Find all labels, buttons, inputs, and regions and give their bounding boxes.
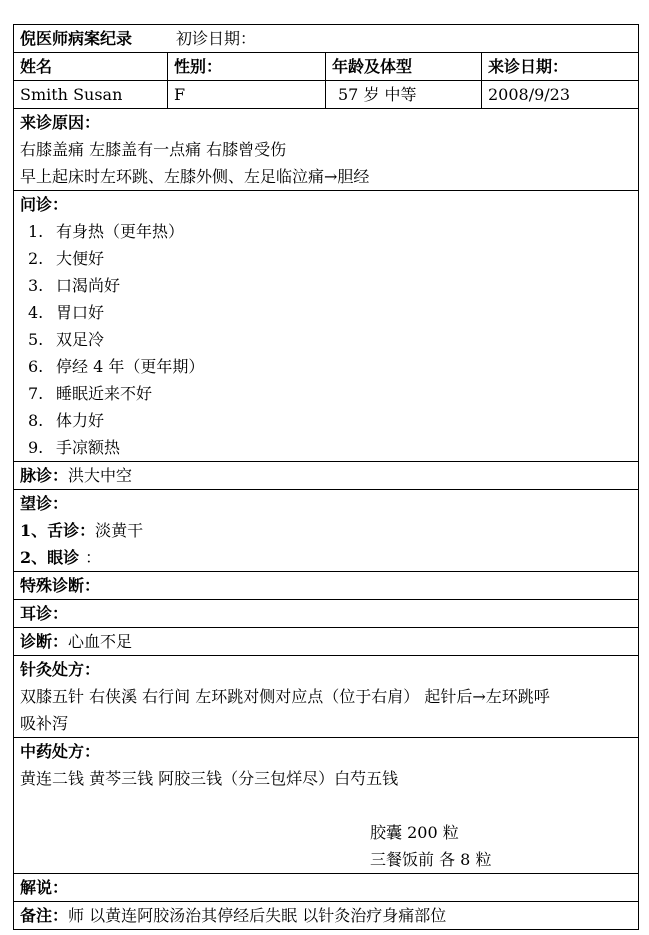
tongue-label: 1、舌诊： xyxy=(20,521,96,540)
acupuncture-label: 针灸处方： xyxy=(20,660,101,679)
inquiry-list xyxy=(20,218,632,461)
first-visit-date-label: 初诊日期： xyxy=(176,29,257,48)
list-item: 5. 双足冷 xyxy=(28,330,105,349)
title-row xyxy=(14,25,639,53)
list-item: 7. 睡眠近来不好 xyxy=(28,384,153,403)
acupuncture-line: 双膝五针 右侠溪 右行间 左环跳对侧对应点（位于右肩） 起针后→左环跳呼 xyxy=(20,687,550,706)
visit-reason-line: 右膝盖痛 左膝盖有一点痛 右膝曾受伤 xyxy=(20,140,287,159)
visit-date-header: 来诊日期： xyxy=(482,53,639,81)
list-item: 8. 体力好 xyxy=(28,411,105,430)
name-header: 姓名 xyxy=(14,53,168,81)
observation-row xyxy=(14,490,639,572)
acupuncture-cell xyxy=(14,656,639,738)
dosage-instruction: 三餐饭前 各 8 粒 xyxy=(370,850,492,869)
list-item: 6. 停经 4 年（更年期） xyxy=(28,357,205,376)
sex-header: 性别： xyxy=(168,53,326,81)
visit-reason-label: 来诊原因： xyxy=(20,113,101,132)
pulse-label: 脉诊： xyxy=(20,466,69,485)
pulse-row xyxy=(14,462,639,490)
herbal-row xyxy=(14,738,639,874)
list-item: 4. 胃口好 xyxy=(28,303,105,322)
pulse-cell xyxy=(14,462,639,490)
medical-record-sheet xyxy=(13,24,638,930)
inquiry-label: 问诊： xyxy=(20,195,69,214)
page-title: 倪医师病案纪录 xyxy=(20,29,133,48)
list-item: 3. 口渴尚好 xyxy=(28,276,121,295)
pulse-value: 洪大中空 xyxy=(68,466,133,485)
herbal-label: 中药处方： xyxy=(20,742,101,761)
visit-reason-cell xyxy=(14,109,639,191)
diagnosis-cell xyxy=(14,628,639,656)
patient-age: 57 岁 中等 xyxy=(326,81,482,109)
inquiry-row xyxy=(14,191,639,462)
list-item: 9. 手凉额热 xyxy=(28,438,121,457)
title-cell xyxy=(14,25,639,53)
diagnosis-label: 诊断： xyxy=(20,632,69,651)
herbal-line: 黄连二钱 黄芩三钱 阿胶三钱（分三包烊尽）白芍五钱 xyxy=(20,769,399,788)
special-diagnosis-label: 特殊诊断： xyxy=(14,572,639,600)
list-item: 1. 有身热（更年热） xyxy=(28,222,185,241)
remarks-label: 备注： xyxy=(20,906,69,925)
capsule-quantity: 胶囊 200 粒 xyxy=(370,823,459,842)
eye-value: ： xyxy=(85,548,102,567)
patient-header-row xyxy=(14,53,639,81)
diagnosis-row xyxy=(14,628,639,656)
tongue-value: 淡黄干 xyxy=(95,521,144,540)
visit-date: 2008/9/23 xyxy=(482,81,639,109)
acupuncture-line: 吸补泻 xyxy=(20,714,69,733)
remarks-value: 师 以黄连阿胶汤治其停经后失眠 以针灸治疗身痛部位 xyxy=(68,906,447,925)
observation-label: 望诊： xyxy=(20,494,69,513)
eye-label: 2、眼诊 xyxy=(20,548,80,567)
herbal-cell xyxy=(14,738,639,874)
remarks-row xyxy=(14,902,639,930)
acupuncture-row xyxy=(14,656,639,738)
inquiry-cell xyxy=(14,191,639,462)
ear-diagnosis-label: 耳诊： xyxy=(14,600,639,628)
explanation-label: 解说： xyxy=(14,874,639,902)
patient-value-row xyxy=(14,81,639,109)
explanation-row xyxy=(14,874,639,902)
visit-reason-line: 早上起床时左环跳、左膝外侧、左足临泣痛→胆经 xyxy=(20,167,370,186)
medical-record-table xyxy=(13,24,639,930)
list-item: 2. 大便好 xyxy=(28,249,105,268)
ear-diagnosis-row xyxy=(14,600,639,628)
patient-sex: F xyxy=(168,81,326,109)
observation-cell xyxy=(14,490,639,572)
age-header: 年龄及体型 xyxy=(326,53,482,81)
patient-name: Smith Susan xyxy=(14,81,168,109)
special-diagnosis-row xyxy=(14,572,639,600)
remarks-cell xyxy=(14,902,639,930)
visit-reason-row xyxy=(14,109,639,191)
diagnosis-value: 心血不足 xyxy=(68,632,133,651)
